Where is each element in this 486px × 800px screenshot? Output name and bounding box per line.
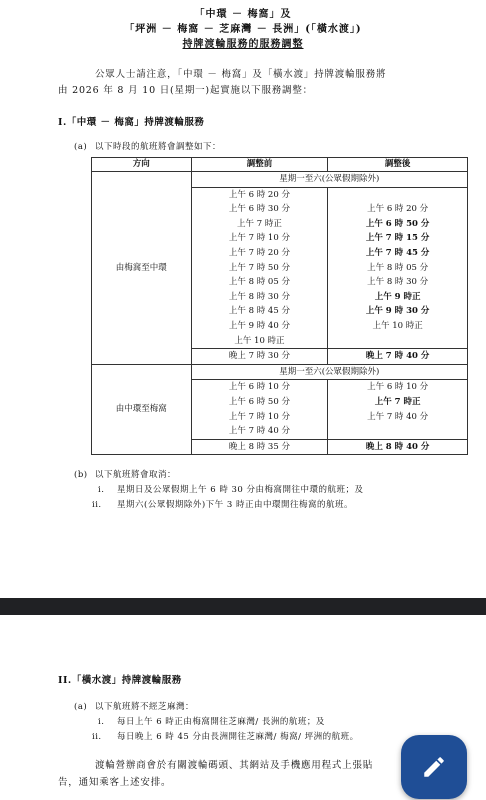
title-line-1: 「中環 － 梅窩」及 [194, 9, 292, 20]
period-row-1: 星期一至六(公眾假期除外) [191, 172, 467, 188]
time-entry: 上午 8 時 30 分 [228, 291, 290, 302]
list-item: 星期日及公眾假期上午 6 時 30 分由梅窩開往中環的航班；及 [117, 485, 364, 495]
list-item: 每日晚上 6 時 45 分由長洲開往芝麻灣/ 梅窩/ 坪洲的航班。 [117, 732, 359, 742]
time-entry: 上午 7 時 40 分 [367, 411, 429, 422]
time-entry: 上午 8 時 05 分 [367, 262, 429, 273]
time-entry: 上午 6 時 30 分 [228, 204, 290, 215]
time-entry [328, 334, 467, 349]
after-times-1 [328, 187, 468, 349]
closing-line-1: 渡輪營辦商會於有關渡輪碼頭、其網站及手機應用程式上張貼 [95, 760, 374, 771]
intro-line-1: 公眾人士請注意，「中環 － 梅窩」及「橫水渡」持牌渡輪服務將 [95, 69, 387, 80]
evening-before-1: 晚上 7 時 30 分 [191, 349, 328, 365]
evening-after-1: 晚上 7 時 40 分 [328, 349, 468, 365]
time-entry: 上午 7 時 50 分 [228, 262, 290, 273]
time-entry: 上午 9 時 40 分 [228, 320, 290, 331]
time-entry: 上午 6 時 10 分 [228, 382, 290, 393]
time-entry: 上午 10 時正 [372, 320, 423, 331]
page-separator [0, 598, 486, 615]
period-row-2: 星期一至六(公眾假期除外) [191, 364, 467, 380]
time-entry: 上午 7 時 40 分 [228, 426, 290, 437]
item-b-text: 以下航班將會取消： [95, 470, 177, 480]
time-entry: 上午 7 時 20 分 [228, 247, 290, 258]
item-a-marker: (a) [74, 142, 88, 152]
edit-pencil-icon [421, 754, 447, 780]
header-before: 調整前 [191, 158, 328, 172]
section-1-heading: I.「中環 － 梅窩」持牌渡輪服務 [58, 117, 205, 128]
direction-cell-1: 由梅窩至中環 [92, 172, 192, 365]
header-after: 調整後 [328, 158, 468, 172]
time-entry: 上午 6 時 50 分 [228, 396, 290, 407]
time-entry: 上午 6 時 10 分 [367, 382, 429, 393]
time-entry: 上午 8 時 05 分 [228, 277, 290, 288]
time-entry: 上午 10 時正 [234, 335, 285, 346]
table-header-row [92, 158, 468, 172]
section-2-heading: II.「橫水渡」持牌渡輪服務 [58, 675, 182, 686]
header-direction: 方向 [92, 158, 192, 172]
time-entry: 上午 8 時 45 分 [228, 306, 290, 317]
time-entry: 上午 9 時正 [374, 291, 421, 302]
before-times-1 [191, 187, 328, 349]
time-entry: 上午 7 時 10 分 [228, 233, 290, 244]
time-entry: 上午 6 時 50 分 [365, 218, 430, 229]
closing-line-2: 告，通知乘客上述安排。 [58, 777, 172, 788]
item-a-text: 以下航班將不經芝麻灣： [95, 702, 195, 712]
evening-after-2: 晚上 8 時 40 分 [328, 439, 468, 455]
time-entry: 上午 7 時 45 分 [365, 247, 430, 258]
time-entry: 上午 9 時 30 分 [365, 306, 430, 317]
time-entry [328, 188, 467, 203]
item-a-marker: (a) [74, 702, 88, 712]
time-entry: 上午 6 時 20 分 [367, 204, 429, 215]
time-entry: 上午 7 時正 [237, 218, 282, 229]
intro-line-2: 由 2026 年 8 月 10 日(星期一)起實施以下服務調整： [58, 85, 313, 96]
time-entry [328, 424, 467, 439]
edit-fab-button[interactable] [401, 735, 467, 799]
item-a-text: 以下時段的航班將會調整如下： [95, 142, 222, 152]
list-item: 星期六(公眾假期除外)下午 3 時正由中環開往梅窩的航班。 [117, 500, 353, 510]
time-entry: 上午 7 時 15 分 [365, 233, 430, 244]
evening-before-2: 晚上 8 時 35 分 [191, 439, 328, 455]
before-times-2 [191, 380, 328, 439]
list-marker: i. [98, 485, 105, 495]
item-b-marker: (b) [74, 470, 88, 480]
title-line-2: 「坪洲 － 梅窩 － 芝麻灣 － 長洲」(「橫水渡」) [124, 24, 362, 35]
direction-cell-2: 由中環至梅窩 [92, 364, 192, 455]
schedule-table [91, 157, 468, 455]
time-entry: 上午 8 時 30 分 [367, 277, 429, 288]
time-entry: 上午 6 時 20 分 [228, 189, 290, 200]
list-item: 每日上午 6 時正由梅窩開往芝麻灣/ 長洲的航班；及 [117, 717, 325, 727]
after-times-2 [328, 380, 468, 439]
time-entry: 上午 7 時 10 分 [228, 411, 290, 422]
title-line-3: 持牌渡輪服務的服務調整 [182, 39, 304, 50]
list-marker: ii. [92, 500, 102, 510]
list-marker: ii. [92, 732, 102, 742]
time-entry: 上午 7 時正 [374, 396, 421, 407]
list-marker: i. [98, 717, 105, 727]
